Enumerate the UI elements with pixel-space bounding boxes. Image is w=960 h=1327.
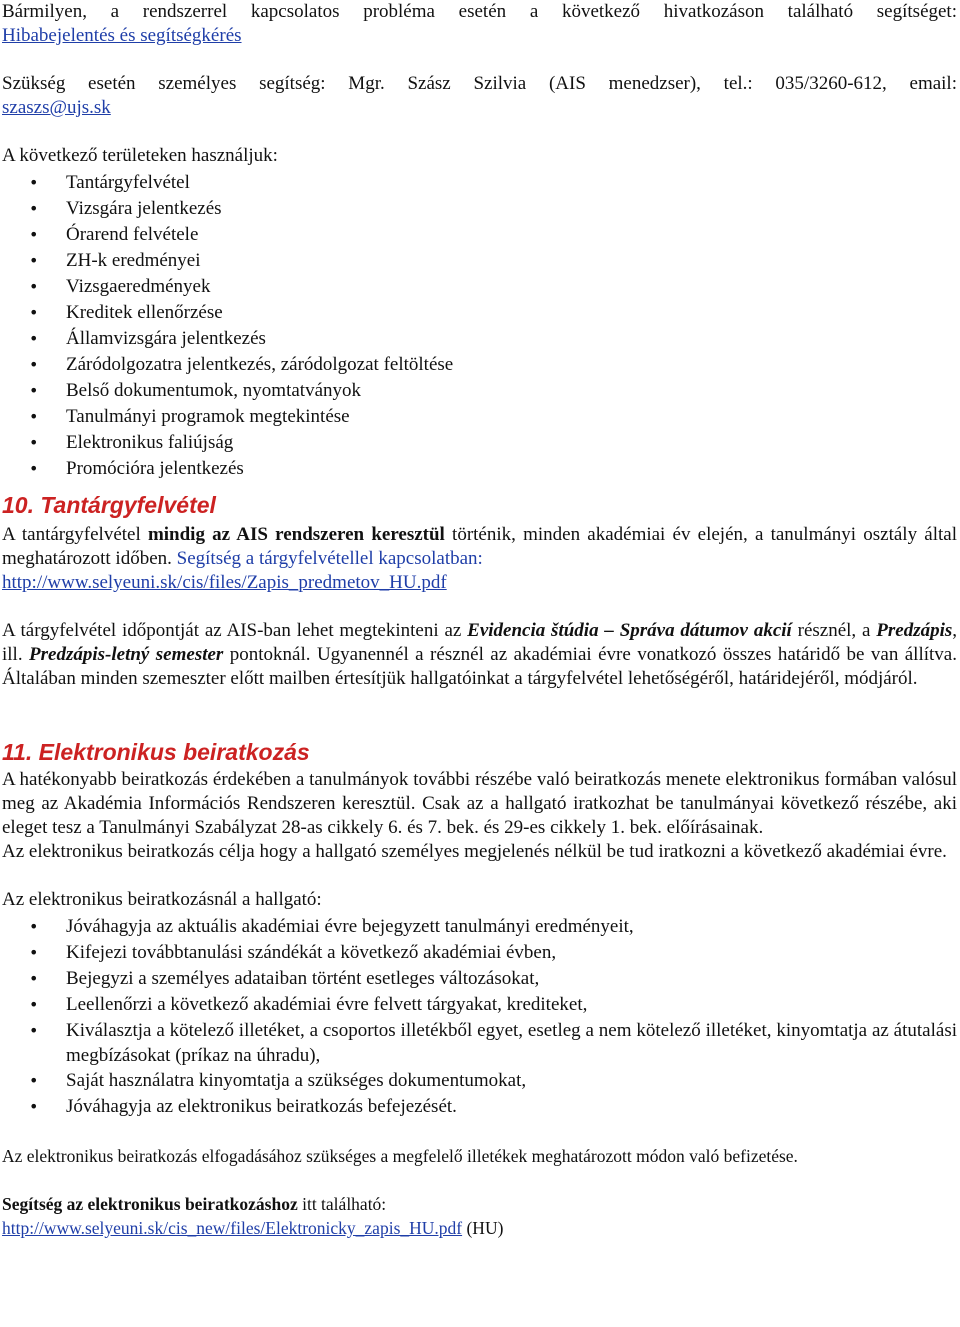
course-registration-help-link[interactable]: http://www.selyeuni.sk/cis/files/Zapis_predmetov_HU.pdf <box>2 572 447 593</box>
section-11-link-line <box>2 1216 957 1240</box>
section-11-lead: Az elektronikus beiratkozásnál a hallgató: <box>2 889 322 910</box>
s11-help-rest: itt található: <box>297 1194 387 1214</box>
list-item: • Záródolgozatra jelentkezés, záródolgozat feltöltése <box>2 352 957 378</box>
s10-p1-a: A tantárgyfelvétel <box>2 524 148 545</box>
list-item: • Órarend felvétele <box>2 222 957 248</box>
list-item: • Jóváhagyja az aktuális akadémiai évre bejegyzett tanulmányi eredményeit, <box>2 914 957 940</box>
list-item: • Kifejezi továbbtanulási szándékát a következő akadémiai évben, <box>2 940 957 966</box>
list-item: • Saját használatra kinyomtatja a szükséges dokumentumokat, <box>2 1068 957 1094</box>
section-11-paragraph-2: Az elektronikus beiratkozás célja hogy a hallgató személyes megjelenés nélkül be tud iratkozni a következő akadémiai évre. <box>2 841 947 862</box>
section-10-heading: 10. Tantárgyfelvétel <box>2 492 216 518</box>
list-item: • Leellenőrzi a következő akadémiai évre felvett tárgyakat, krediteket, <box>2 992 957 1018</box>
section-10-paragraph-2 <box>2 619 957 691</box>
list-item: • Promócióra jelentkezés <box>2 456 957 482</box>
email-link[interactable]: szaszs@ujs.sk <box>2 97 111 118</box>
intro-link-line <box>2 24 957 48</box>
enrollment-help-link[interactable]: http://www.selyeuni.sk/cis_new/files/Elektronicky_zapis_HU.pdf <box>2 1218 463 1238</box>
list-item: • Elektronikus faliújság <box>2 430 957 456</box>
s11-help-bold: Segítség az elektronikus beiratkozáshoz <box>2 1194 298 1214</box>
list-item: • Tanulmányi programok megtekintése <box>2 404 957 430</box>
list-item: • Kreditek ellenőrzése <box>2 300 957 326</box>
s10-p2-c: résznél, a <box>791 620 877 641</box>
intro-email-line <box>2 96 957 120</box>
list-item: • ZH-k eredményei <box>2 248 957 274</box>
intro-text-1: Bármilyen, a rendszerrel kapcsolatos probléma esetén a következő hivatkozáson található segítséget: <box>2 1 957 22</box>
s10-p2-a: A tárgyfelvétel időpontját az AIS-ban lehet megtekinteni az <box>2 620 468 641</box>
s10-p2-menu-path: Evidencia štúdia – Správa dátumov akcií <box>467 620 792 641</box>
s10-p1-c: történik, minden akadémiai év elején, a tanulmányi osztály által meghatározott időben. <box>2 524 957 569</box>
s10-p2-summer: Predzápis-letný semester <box>29 644 224 665</box>
list-item: • Bejegyzi a személyes adataiban történt esetleges változásokat, <box>2 966 957 992</box>
s10-p1-bold: mindig az AIS rendszeren keresztül <box>147 524 445 545</box>
intro-paragraph-1 <box>2 0 957 24</box>
list-item: • Belső dokumentumok, nyomtatványok <box>2 378 957 404</box>
section-11-help-line <box>2 1192 957 1216</box>
list-item: • Vizsgára jelentkezés <box>2 196 957 222</box>
section-10-paragraph-1 <box>2 523 957 571</box>
s10-p2-g: pontoknál. Ugyanennél a résznél az akadémiai évre vonatkozó összes határidő be van állítva. Általában minden szemeszter előtt mailben értesítjük hallgatóinkat a tárgyfelvétel lehetőségéről, határidejéről, módjáról. <box>2 644 957 689</box>
list-item: • Vizsgaeredmények <box>2 274 957 300</box>
section-11-heading: 11. Elektronikus beiratkozás <box>2 739 310 765</box>
document-page <box>2 0 957 1240</box>
list-item: • Jóváhagyja az elektronikus beiratkozás befejezését. <box>2 1094 957 1120</box>
s11-help-suffix: (HU) <box>462 1218 504 1238</box>
intro-text-2: Szükség esetén személyes segítség: Mgr. Szász Szilvia (AIS menedzser), tel.: 035/3260-612, email: <box>2 73 957 94</box>
s10-p2-e: , ill. <box>2 620 958 665</box>
s10-help-text: Segítség a tárgyfelvétellel kapcsolatban: <box>176 548 483 569</box>
list-item: • Kiválasztja a kötelező illetéket, a csoportos illetékből egyet, esetleg a nem kötelező illetéket, kinyomtatja az átutalási megbízásokat (príkaz na úhradu), <box>2 1018 957 1068</box>
section-11-paragraph-1: A hatékonyabb beiratkozás érdekében a tanulmányok további részébe való beiratkozás menete elektronikus formában valósul meg az Akadémia Információs Rendszeren keresztül. Csak az a hallgató iratkozhat be tanulmányai következő részébe, aki eleget tesz a Tanulmányi Szabályzat 28-as cikkely 6. és 7. bek. és 29-es cikkely 1. bek. előírásainak. <box>2 769 957 838</box>
bug-report-link[interactable]: Hibabejelentés és segítségkérés <box>2 25 242 46</box>
section-11-paragraph-3: Az elektronikus beiratkozás elfogadásához szükséges a megfelelő illetékek meghatározott módon való befizetése. <box>2 1146 798 1166</box>
enrollment-steps-list <box>2 914 957 1120</box>
list-item: • Tantárgyfelvétel <box>2 170 957 196</box>
list-item: • Államvizsgára jelentkezés <box>2 326 957 352</box>
usage-lead: A következő területeken használjuk: <box>2 145 278 166</box>
section-10-link-line <box>2 571 957 595</box>
s10-p2-predzapis: Predzápis <box>876 620 953 641</box>
intro-paragraph-2 <box>2 72 957 96</box>
usage-list <box>2 170 957 482</box>
